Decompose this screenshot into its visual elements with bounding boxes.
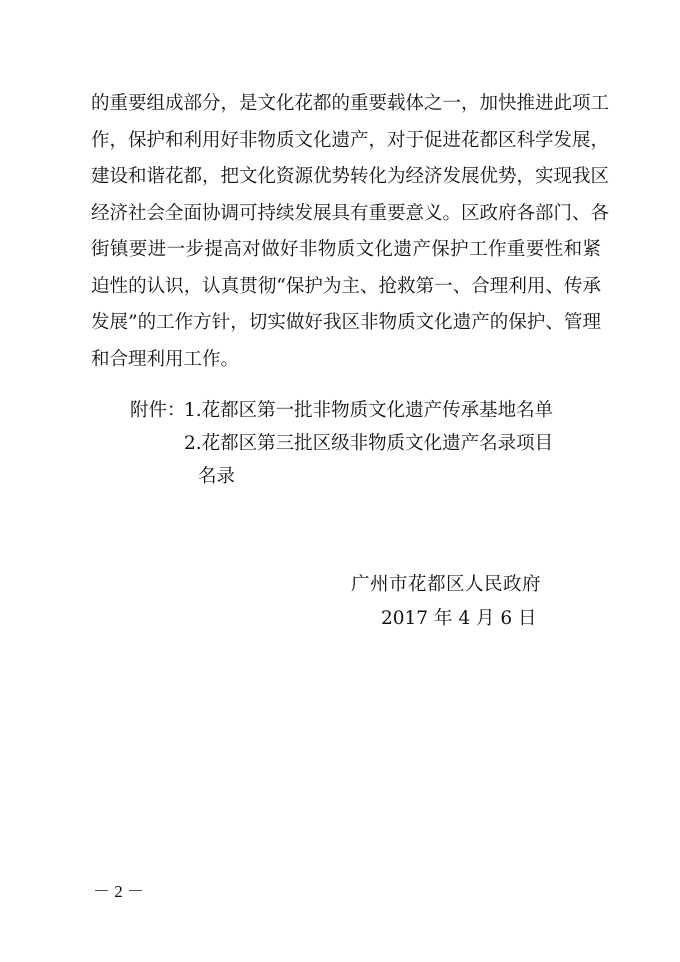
body-line-5: 街镇要进一步提高对做好非物质文化遗产保护工作重要性和紧 xyxy=(91,239,601,260)
attachment-row-1 xyxy=(130,394,570,427)
issuing-organization: 广州市花都区人民政府 xyxy=(351,574,542,595)
body-line-4: 经济社会全面协调可持续发展具有重要意义。区政府各部门、各 xyxy=(91,202,610,224)
body-line-8: 和合理利用工作。 xyxy=(91,348,240,370)
attachment-item-1: 1.花都区第一批非物质文化遗产传承基地名单 xyxy=(184,400,554,421)
signature-block xyxy=(351,568,551,636)
body-line-1: 的重要组成部分，是文化花都的重要载体之一，加快推进此项工 xyxy=(91,93,610,114)
body-line-3: 建设和谐花都，把文化资源优势转化为经济发展优势，实现我区 xyxy=(91,166,610,187)
issue-date: 2017 年 4 月 6 日 xyxy=(381,608,537,629)
attachment-item-2: 2.花都区第三批区级非物质文化遗产名录项目 xyxy=(184,433,554,454)
attachment-row-3 xyxy=(130,460,570,493)
page-number: － 2 － xyxy=(93,882,144,901)
body-paragraph xyxy=(91,86,610,378)
attachments-label: 附件： xyxy=(130,400,186,421)
body-line-6: 迫性的认识，认真贯彻“保护为主、抢救第一、合理利用、传承 xyxy=(91,275,601,297)
attachments-section xyxy=(130,394,570,493)
body-line-2: 作，保护和利用好非物质文化遗产，对于促进花都区科学发展， xyxy=(91,129,610,151)
body-line-7: 发展”的工作方针，切实做好我区非物质文化遗产的保护、管理 xyxy=(91,312,601,333)
attachment-item-2-continuation: 名录 xyxy=(198,466,236,487)
attachment-row-2 xyxy=(130,427,570,460)
